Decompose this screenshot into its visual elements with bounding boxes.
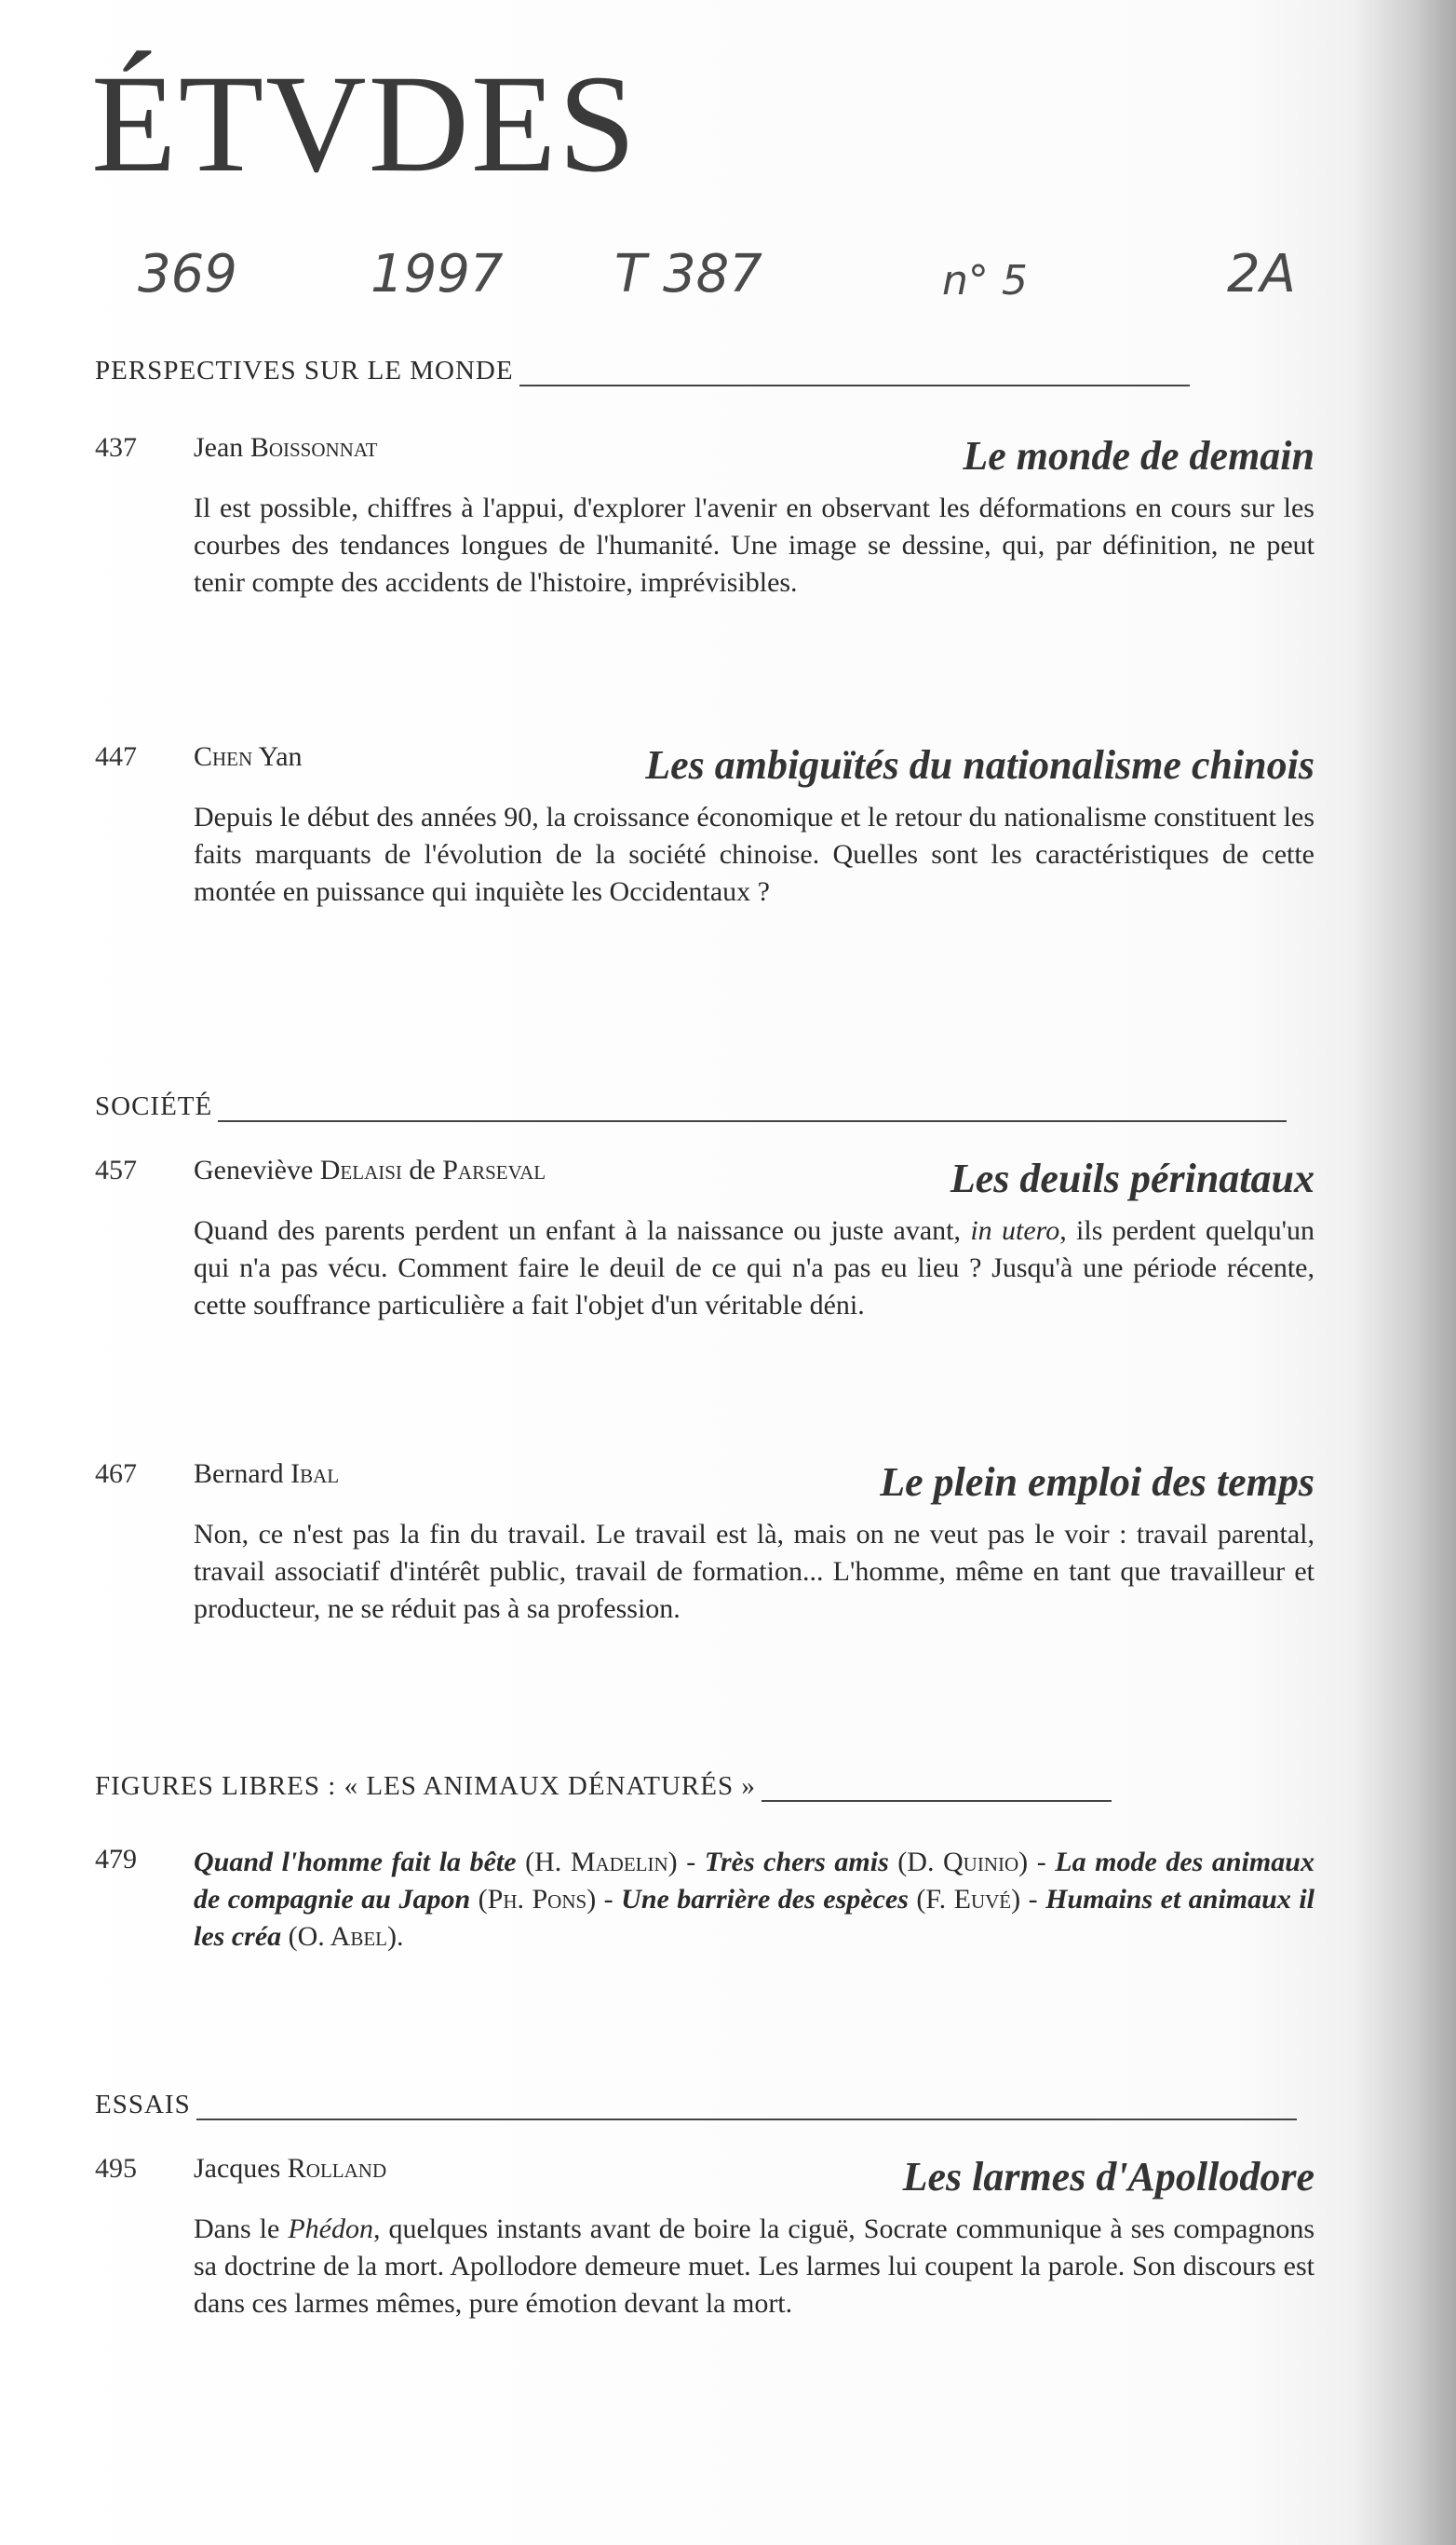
article-title: Les ambiguïtés du nationalisme chinois bbox=[645, 742, 1314, 788]
section-rule bbox=[218, 1100, 1287, 1122]
handwritten-mark: 2A bbox=[1227, 244, 1296, 305]
author: Jean Boissonnat bbox=[194, 432, 378, 463]
section-heading-societe: SOCIÉTÉ bbox=[95, 1091, 1287, 1122]
article-entry bbox=[95, 1155, 1314, 1324]
masthead-title: ÉTVDES bbox=[91, 47, 638, 201]
author: Bernard Ibal bbox=[194, 1458, 340, 1489]
article-abstract: Non, ce n'est pas la fin du travail. Le travail est là, mais on ne veut pas le voir : travail parental, travail associatif d'intérêt public, travail de formation... L'homme, même en tant que travailleur et producteur, ne se réduit pas à sa profession. bbox=[194, 1519, 1314, 1624]
page-number: 447 bbox=[95, 741, 137, 772]
article-title: Le monde de demain bbox=[963, 433, 1314, 479]
section-rule bbox=[519, 364, 1190, 386]
author: Chen Yan bbox=[194, 741, 303, 772]
article-abstract: Dans le Phédon, quelques instants avant de boire la ciguë, Socrate communique à ses compagnons sa doctrine de la mort. Apollodore demeure muet. Les larmes lui coupent la parole. Son discours est dans ces larmes mêmes, pure émotion devant la mort. bbox=[194, 2213, 1315, 2319]
figures-list: Quand l'homme fait la bête (H. Madelin) - Très chers amis (D. Quinio) - La mode des animaux de compagnie au Japon (Ph. Pons) - Une barrière des espèces (F. Euvé) - Humains et animaux il les créa (O. Abel). bbox=[194, 1847, 1314, 1952]
author: Jacques Rolland bbox=[194, 2153, 387, 2184]
article-entry bbox=[95, 2153, 1314, 2322]
article-abstract: Depuis le début des années 90, la croissance économique et le retour du nationalisme constituent les faits marquants de l'évolution de la société chinoise. Quelles sont les caractéristiques de cette montée en puissance qui inquiète les Occidentaux ? bbox=[194, 802, 1314, 907]
section-rule bbox=[762, 1780, 1112, 1802]
author: Geneviève Delaisi de Parseval bbox=[194, 1155, 546, 1185]
section-heading-essais: ESSAIS bbox=[95, 2090, 1297, 2120]
article-abstract: Quand des parents perdent un enfant à la naissance ou juste avant, in utero, ils perdent quelqu'un qui n'a pas vécu. Comment faire le deuil de ce qui n'a pas eu lieu ? Jusqu'à une période récente, cette souffrance particulière a fait l'objet d'un véritable déni. bbox=[194, 1215, 1315, 1320]
article-entry bbox=[95, 741, 1314, 911]
page-number: 495 bbox=[95, 2153, 137, 2184]
article-entry bbox=[95, 1458, 1314, 1628]
section-heading-perspectives: PERSPECTIVES SUR LE MONDE bbox=[95, 356, 1190, 386]
handwritten-volume: 369 bbox=[138, 244, 237, 305]
page-number: 467 bbox=[95, 1458, 137, 1489]
article-title: Les larmes d'Apollodore bbox=[902, 2154, 1314, 2200]
page-number: 457 bbox=[95, 1155, 137, 1185]
section-rule bbox=[196, 2098, 1297, 2120]
article-title: Les deuils périnataux bbox=[950, 1156, 1314, 1201]
figures-entry bbox=[95, 1844, 1314, 1956]
section-heading-figures: FIGURES LIBRES : « LES ANIMAUX DÉNATURÉS » bbox=[95, 1771, 1112, 1802]
handwritten-year: 1997 bbox=[371, 244, 504, 305]
page-number: 437 bbox=[95, 432, 137, 463]
article-entry bbox=[95, 432, 1314, 602]
handwritten-tome: T 387 bbox=[614, 244, 762, 305]
article-abstract: Il est possible, chiffres à l'appui, d'explorer l'avenir en observant les déformations en cours sur les courbes des tendances longues de l'humanité. Une image se dessine, qui, par définition, ne peut tenir compte des accidents de l'histoire, imprévisibles. bbox=[194, 493, 1314, 598]
handwritten-number: n° 5 bbox=[942, 257, 1028, 305]
article-title: Le plein emploi des temps bbox=[880, 1459, 1314, 1505]
page-number: 479 bbox=[95, 1844, 137, 1875]
